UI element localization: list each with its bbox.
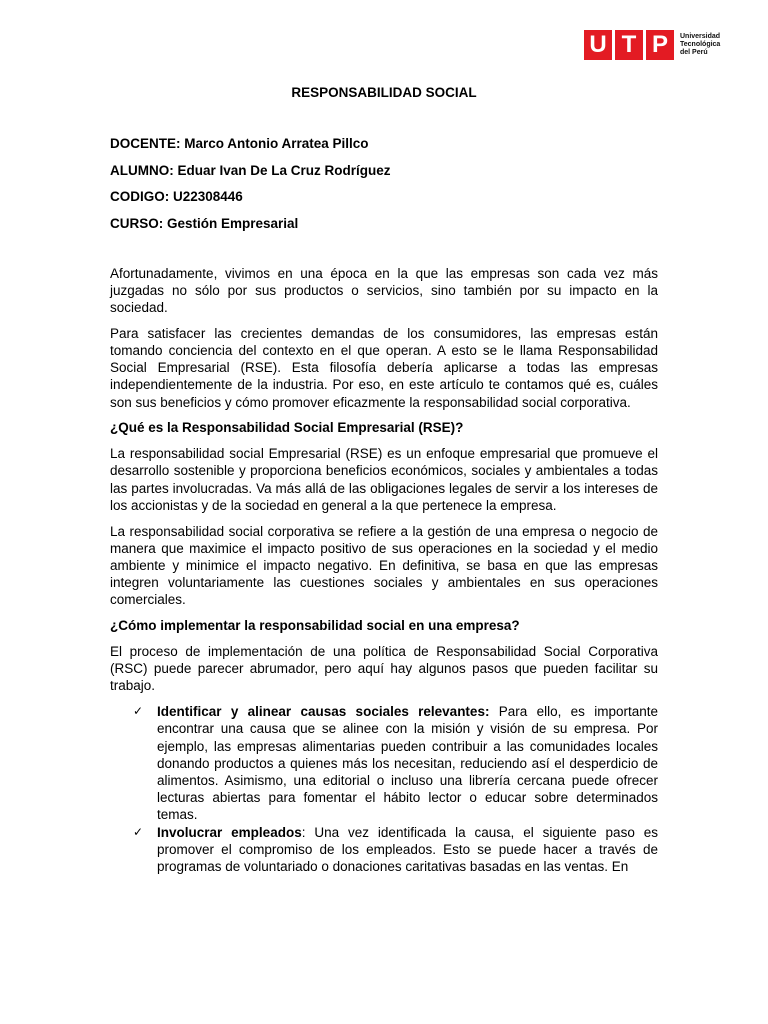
meta-alumno: ALUMNO: Eduar Ivan De La Cruz Rodríguez: [110, 162, 391, 178]
paragraph-context: Para satisfacer las crecientes demandas de los consumidores, las empresas están tomando conciencia del contexto en el que operan. A esto se le llama Responsabilidad Social Empresarial (RSE). Esta filosofía debería aplicarse a todas las empresas independientemente de la industria. Por eso, en este artículo te contamos qué es, cuáles son sus beneficios y cómo promover eficazmente la responsabilidad social corporativa.: [110, 325, 658, 410]
meta-curso: CURSO: Gestión Empresarial: [110, 215, 299, 231]
paragraph-implementation: El proceso de implementación de una política de Responsabilidad Social Corporativa (RSC) puede parecer abrumador, pero aquí hay algunos pasos que pueden facilitar su trabajo.: [110, 643, 658, 694]
logo-line-2: Tecnológica: [680, 41, 721, 48]
list-item-title: Identificar y alinear causas sociales relevantes:: [157, 704, 490, 720]
paragraph-intro: Afortunadamente, vivimos en una época en la que las empresas son cada vez más juzgadas no sólo por sus productos o servicios, sino también por su impacto en la sociedad.: [110, 265, 658, 315]
document-page: [110, 84, 658, 875]
logo-letter-u: U: [584, 30, 612, 60]
checkmark-icon: ✓: [133, 704, 144, 719]
checkmark-icon: ✓: [133, 824, 144, 839]
paragraph-rsc-management: La responsabilidad social corporativa se refiere a la gestión de una empresa o negocio de manera que maximice el impacto positivo de sus operaciones en la sociedad y el medio ambiente y minimice el impacto negativo. En definitiva, se basa en que las empresas integren voluntariamente las cuestiones sociales y ambientales en sus operaciones comerciales.: [110, 523, 658, 608]
logo-line-1: Universidad: [680, 33, 721, 40]
utp-logo-letters: [584, 30, 674, 60]
paragraph-rse-definition: La responsabilidad social Empresarial (RSE) es un enfoque empresarial que promueve el desarrollo sostenible y proporciona beneficios económicos, sociales y ambientales a todas las partes involucradas. Va más allá de las obligaciones legales de servir a los intereses de los accionistas y de la sociedad en general a la que pertenece la empresa.: [110, 446, 658, 513]
list-item: [110, 703, 658, 823]
logo-letter-t: T: [615, 30, 643, 60]
list-item-text: Para ello, es importante encontrar una causa que se alinee con la misión y visión de su empresa. Por ejemplo, las empresas alimentarias pueden contribuir a las comunidades locales donando productos a quienes más los necesitan, reduciendo así el desperdicio de alimentos. Asimismo, una editorial o incluso una librería cercana puede ofrecer lecturas abiertas para fomentar el hábito lector o educar sobre determinados temas.: [157, 704, 659, 823]
heading-que-es-rse: ¿Qué es la Responsabilidad Social Empresarial (RSE)?: [110, 420, 464, 436]
meta-codigo: CODIGO: U22308446: [110, 189, 243, 204]
steps-checklist: [110, 703, 658, 875]
list-item-title: Involucrar empleados: [157, 824, 302, 840]
document-body: [110, 265, 658, 876]
list-item-text: : Una vez identificada la causa, el siguiente paso es promover el compromiso de los empleados. Esto se puede hacer a través de programas de voluntariado o donaciones caritativas basadas en las ventas. En: [157, 824, 658, 874]
list-item: [110, 824, 658, 876]
document-title: RESPONSABILIDAD SOCIAL: [291, 85, 477, 100]
heading-como-implementar: ¿Cómo implementar la responsabilidad social en una empresa?: [110, 618, 520, 634]
logo-university-name: [680, 33, 720, 57]
document-meta: [110, 135, 658, 233]
utp-logo: [584, 30, 720, 60]
meta-docente: DOCENTE: Marco Antonio Arratea Pillco: [110, 136, 369, 151]
logo-letter-p: P: [646, 30, 674, 60]
logo-line-3: del Perú: [680, 49, 708, 56]
